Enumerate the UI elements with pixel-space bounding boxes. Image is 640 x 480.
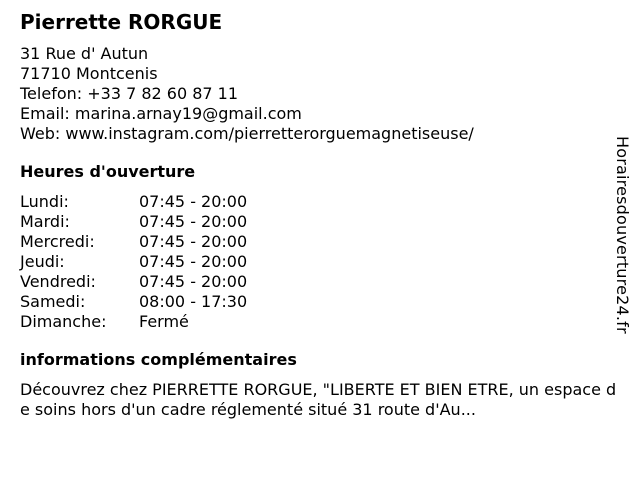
hours-row-vendredi xyxy=(20,272,610,292)
hours-day: Lundi: xyxy=(20,192,69,211)
hours-time: 07:45 - 20:00 xyxy=(139,212,248,231)
phone-line: Telefon: +33 7 82 60 87 11 xyxy=(20,84,239,103)
hours-table xyxy=(20,192,610,332)
hours-day: Dimanche: xyxy=(20,312,107,331)
hours-time: 08:00 - 17:30 xyxy=(139,292,248,311)
hours-time: Fermé xyxy=(139,312,189,331)
hours-time: 07:45 - 20:00 xyxy=(139,232,248,251)
hours-time: 07:45 - 20:00 xyxy=(139,272,248,291)
hours-row-samedi xyxy=(20,292,610,312)
email-line: Email: marina.arnay19@gmail.com xyxy=(20,104,302,123)
hours-row-jeudi xyxy=(20,252,610,272)
hours-time: 07:45 - 20:00 xyxy=(139,192,248,211)
hours-row-dimanche xyxy=(20,312,610,332)
hours-day: Vendredi: xyxy=(20,272,96,291)
info-title: informations complémentaires xyxy=(20,350,297,369)
hours-row-mardi xyxy=(20,212,610,232)
hours-day: Mardi: xyxy=(20,212,70,231)
business-card xyxy=(20,8,617,420)
hours-day: Mercredi: xyxy=(20,232,95,251)
web-line: Web: www.instagram.com/pierretterorguemagnetiseuse/ xyxy=(20,124,474,143)
business-name: Pierrette RORGUE xyxy=(20,10,223,34)
hours-time: 07:45 - 20:00 xyxy=(139,252,248,271)
hours-day: Jeudi: xyxy=(20,252,65,271)
site-watermark: Horairesdouverture24.fr xyxy=(613,136,632,334)
address-line-1: 31 Rue d' Autun xyxy=(20,44,149,63)
hours-row-mercredi xyxy=(20,232,610,252)
hours-title: Heures d'ouverture xyxy=(20,162,196,181)
hours-row-lundi xyxy=(20,192,610,212)
info-text: Découvrez chez PIERRETTE RORGUE, "LIBERTE ET BIEN ETRE, un espace de soins hors d'un cadre réglementé situé 31 route d'Au... xyxy=(20,380,617,419)
address-line-2: 71710 Montcenis xyxy=(20,64,158,83)
hours-day: Samedi: xyxy=(20,292,86,311)
